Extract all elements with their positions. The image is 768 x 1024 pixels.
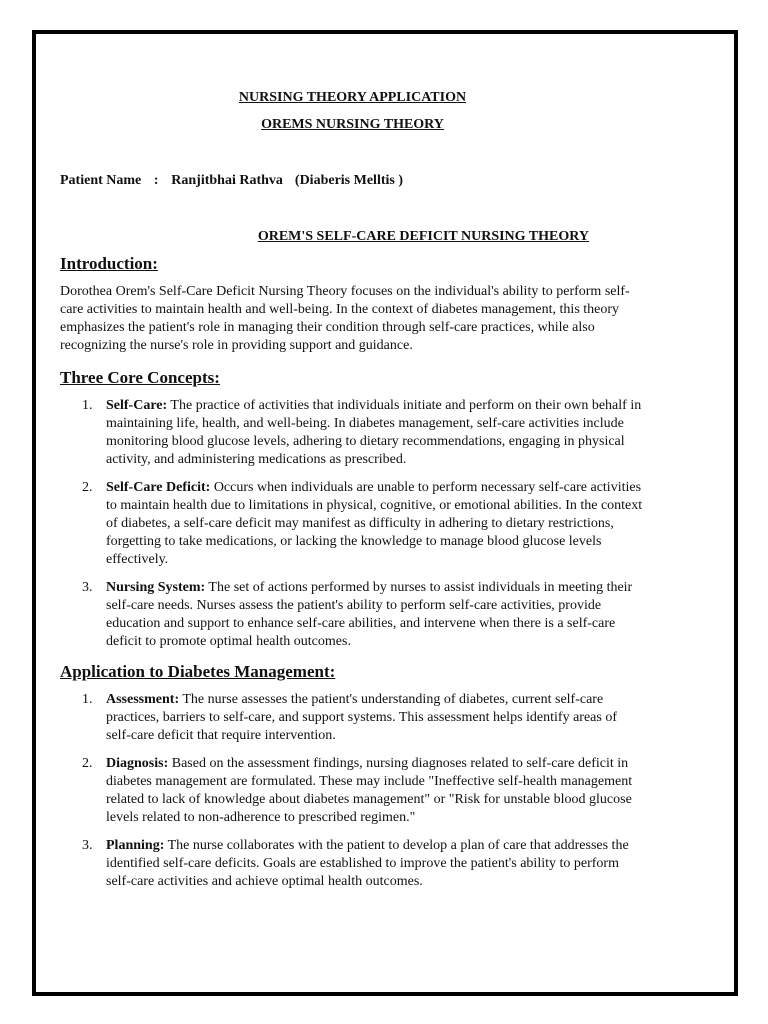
patient-condition: (Diaberis Melltis ): [294, 173, 403, 188]
document-subtitle: OREMS NURSING THEORY: [261, 117, 444, 132]
application-list: [60, 691, 645, 891]
document-title: NURSING THEORY APPLICATION: [238, 90, 467, 105]
list-item: [60, 691, 645, 745]
introduction-heading: Introduction:: [60, 254, 158, 273]
list-item-number: 3.: [82, 838, 93, 853]
section-title: OREM'S SELF-CARE DEFICIT NURSING THEORY: [257, 229, 589, 244]
list-item: [60, 479, 645, 569]
list-item-text: The nurse assesses the patient's understanding of diabetes, current self-care practices, barriers to self-care, and support systems. This assessment helps identify areas of self-care deficit that require intervention.: [106, 692, 617, 743]
patient-label: Patient Name: [60, 173, 142, 188]
list-item-text: The set of actions performed by nurses to assist individuals in meeting their self-care needs. Nurses assess the patient's ability to perform self-care activities, provide education and support to enhance self-care abilities, and intervene when there is a self-care deficit to promote optimal health outcomes.: [106, 580, 633, 649]
list-item-number: 2.: [82, 480, 93, 495]
application-heading: Application to Diabetes Management:: [60, 662, 336, 681]
document-body: [60, 56, 645, 901]
list-item-term: Self-Care Deficit:: [106, 480, 211, 495]
list-item: [60, 397, 645, 469]
list-item: [60, 755, 645, 827]
list-item-text: The nurse collaborates with the patient to develop a plan of care that addresses the identified self-care deficits. Goals are established to improve the patient's ability to perform self-care activities and achieve optimal health outcomes.: [106, 838, 629, 889]
introduction-text: Dorothea Orem's Self-Care Deficit Nursing Theory focuses on the individual's ability to perform self-care activities to maintain health and well-being. In the context of diabetes management, this theory emphasizes the patient's role in managing their condition through self-care practices, while also recognizing the nurse's role in providing support and guidance.: [60, 284, 630, 353]
list-item-number: 3.: [82, 580, 93, 595]
list-item-term: Self-Care:: [106, 398, 168, 413]
list-item-term: Assessment:: [106, 692, 180, 707]
patient-line: [60, 171, 645, 191]
list-item-number: 2.: [82, 756, 93, 771]
list-item-text: Occurs when individuals are unable to perform necessary self-care activities to maintain health due to limitations in physical, cognitive, or emotional abilities. In the context of diabetes, a self-care deficit may manifest as difficulty in adhering to dietary restrictions, forgetting to take medications, or lacking the knowledge to manage blood glucose levels effectively.: [106, 480, 643, 567]
list-item: [60, 579, 645, 651]
core-concepts-heading: Three Core Concepts:: [60, 368, 220, 387]
list-item-text: Based on the assessment findings, nursing diagnoses related to self-care deficit in diabetes management are formulated. These may include "Ineffective self-health management related to lack of knowledge about diabetes management" or "Risk for unstable blood glucose levels related to non-adherence to prescribed regimen.": [106, 756, 633, 825]
list-item-text: The practice of activities that individuals initiate and perform on their own behalf in maintaining life, health, and well-being. In diabetes management, self-care activities include monitoring blood glucose levels, adhering to dietary recommendations, engaging in physical activity, and administering medications as prescribed.: [106, 398, 642, 467]
list-item-term: Planning:: [106, 838, 165, 853]
list-item-term: Diagnosis:: [106, 756, 169, 771]
core-concepts-list: [60, 397, 645, 651]
list-item-term: Nursing System:: [106, 580, 206, 595]
list-item: [60, 837, 645, 891]
list-item-number: 1.: [82, 398, 93, 413]
patient-name: Ranjitbhai Rathva: [171, 173, 283, 188]
patient-separator: :: [153, 173, 159, 188]
list-item-number: 1.: [82, 692, 93, 707]
